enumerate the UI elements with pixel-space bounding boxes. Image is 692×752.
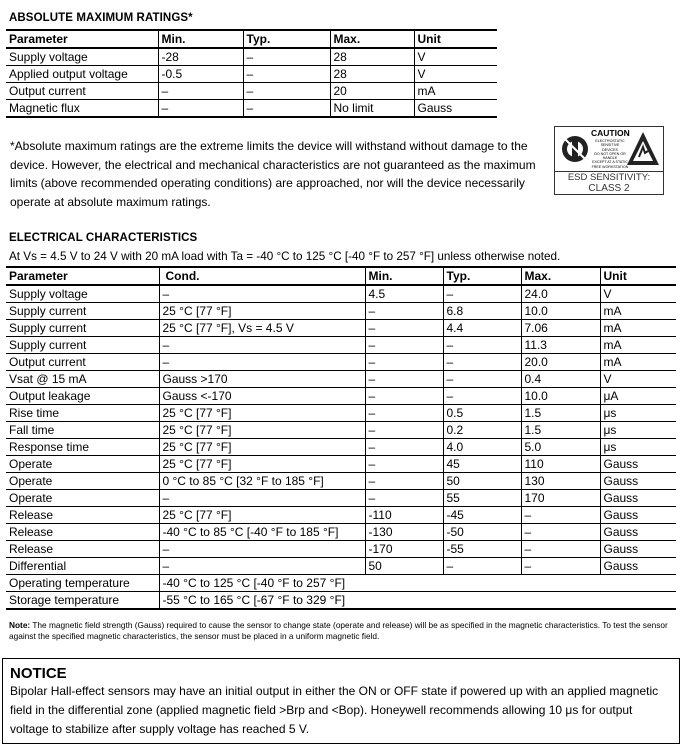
table-cell: Output current <box>6 354 159 371</box>
table-cell: No limit <box>330 100 414 118</box>
table-cell: -40 °C to 125 °C [-40 °F to 257 °F] <box>159 575 676 592</box>
footnote-line: operate at absolute maximum ratings. <box>10 194 211 209</box>
table-cell: – <box>365 490 443 507</box>
table-cell: Rise time <box>6 405 159 422</box>
table-cell: – <box>159 490 365 507</box>
table-cell: -110 <box>365 507 443 524</box>
table-cell: 6.8 <box>443 303 521 320</box>
table-cell: mA <box>600 337 676 354</box>
elec-conditions: At Vs = 4.5 V to 24 V with 20 mA load with Ta = -40 °C to 125 °C [-40 °F to 257 °F] unless otherwise noted. <box>9 250 561 263</box>
table-cell: 130 <box>521 473 600 490</box>
esd-warning-text <box>588 139 632 169</box>
table-row <box>6 285 676 303</box>
table-row <box>6 422 676 439</box>
column-header: Cond. <box>159 267 365 285</box>
table-cell: -0.5 <box>158 66 243 83</box>
table-cell: 20 <box>330 83 414 100</box>
table-cell: Release <box>6 541 159 558</box>
table-row <box>6 48 497 66</box>
table-cell: mA <box>600 303 676 320</box>
table-row <box>6 473 676 490</box>
table-cell: – <box>159 558 365 575</box>
table-cell: -170 <box>365 541 443 558</box>
table-cell: Magnetic flux <box>6 100 158 118</box>
table-cell: Supply voltage <box>6 48 158 66</box>
table-cell: Release <box>6 524 159 541</box>
table-cell: 25 °C [77 °F] <box>159 422 365 439</box>
table-cell: – <box>443 388 521 405</box>
table-row <box>6 100 497 118</box>
table-cell: 5.0 <box>521 439 600 456</box>
footnote-line: *Absolute maximum ratings are the extreme limits the device will withstand without damage to the <box>10 139 528 153</box>
table-cell: 0.2 <box>443 422 521 439</box>
table-cell: – <box>365 473 443 490</box>
abs-max-title: ABSOLUTE MAXIMUM RATINGS* <box>9 12 193 24</box>
table-cell: – <box>243 66 330 83</box>
table-row <box>6 439 676 456</box>
table-cell: 4.5 <box>365 285 443 303</box>
table-cell: V <box>414 66 497 83</box>
table-cell: – <box>159 285 365 303</box>
table-cell: Gauss <-170 <box>159 388 365 405</box>
table-cell: – <box>159 541 365 558</box>
table-cell: μs <box>600 422 676 439</box>
table-cell: Supply voltage <box>6 285 159 303</box>
column-header: Parameter <box>6 30 158 48</box>
table-cell: 25 °C [77 °F] <box>159 439 365 456</box>
table-row <box>6 388 676 405</box>
table-cell: Operating temperature <box>6 575 159 592</box>
table-cell: 4.0 <box>443 439 521 456</box>
table-row <box>6 320 676 337</box>
table-cell: Differential <box>6 558 159 575</box>
column-header: Typ. <box>243 30 330 48</box>
esd-warning-line: ELECTROSTATIC <box>595 139 625 143</box>
table-cell: Gauss <box>600 524 676 541</box>
table-row <box>6 575 676 592</box>
table-row <box>6 592 676 610</box>
table-cell: Supply current <box>6 320 159 337</box>
table-cell: 55 <box>443 490 521 507</box>
table-cell: mA <box>600 320 676 337</box>
table-row <box>6 337 676 354</box>
note-label: Note: <box>9 620 31 630</box>
table-cell: Gauss <box>600 456 676 473</box>
table-cell: 10.0 <box>521 388 600 405</box>
table-cell: – <box>365 320 443 337</box>
table-cell: – <box>443 285 521 303</box>
table-cell: – <box>521 524 600 541</box>
table-row <box>6 371 676 388</box>
table-row <box>6 83 497 100</box>
table-cell: – <box>159 337 365 354</box>
table-cell: Supply current <box>6 337 159 354</box>
table-cell: -50 <box>443 524 521 541</box>
table-cell: – <box>365 422 443 439</box>
table-cell: – <box>243 48 330 66</box>
table-cell: Release <box>6 507 159 524</box>
elec-header-row <box>6 267 676 285</box>
table-row <box>6 303 676 320</box>
table-cell: – <box>365 405 443 422</box>
table-cell: 170 <box>521 490 600 507</box>
table-cell: 28 <box>330 66 414 83</box>
table-cell: V <box>600 285 676 303</box>
esd-warning-line: DO NOT OPEN OR HANDLE <box>594 151 626 161</box>
notice-box <box>2 658 680 744</box>
footnote-line: device. However, the electrical and mechanical characteristics are not guaranteed as the maximum <box>10 157 536 172</box>
table-cell: Gauss >170 <box>159 371 365 388</box>
table-row <box>6 66 497 83</box>
table-cell: μs <box>600 405 676 422</box>
footnote-line: limits (above recommended operating conditions) are approached, nor will the device necessarily <box>10 176 525 190</box>
table-cell: – <box>521 541 600 558</box>
table-cell: – <box>365 303 443 320</box>
column-header: Parameter <box>6 267 159 285</box>
table-cell: Fall time <box>6 422 159 439</box>
esd-warning-line: EXCEPT AT A STATIC <box>592 160 628 165</box>
table-cell: – <box>365 439 443 456</box>
esd-warning-line: DEVICES <box>602 147 618 152</box>
table-row <box>6 490 676 507</box>
table-cell: -40 °C to 85 °C [-40 °F to 185 °F] <box>159 524 365 541</box>
esd-caution-label: CAUTION <box>591 128 630 138</box>
table-cell: 10.0 <box>521 303 600 320</box>
table-cell: 4.4 <box>443 320 521 337</box>
table-cell: Gauss <box>600 473 676 490</box>
table-cell: Gauss <box>414 100 497 118</box>
table-cell: -45 <box>443 507 521 524</box>
table-row <box>6 405 676 422</box>
table-cell: V <box>414 48 497 66</box>
column-header: Typ. <box>443 267 521 285</box>
table-cell: -28 <box>158 48 243 66</box>
table-row <box>6 456 676 473</box>
table-cell: – <box>158 100 243 118</box>
table-cell: mA <box>600 354 676 371</box>
esd-warning-line: FREE WORKSTATION <box>591 164 629 169</box>
table-cell: – <box>443 558 521 575</box>
table-cell: 24.0 <box>521 285 600 303</box>
table-cell: – <box>158 83 243 100</box>
elec-title: ELECTRICAL CHARACTERISTICS <box>9 232 198 244</box>
table-cell: – <box>365 388 443 405</box>
table-cell: 25 °C [77 °F] <box>159 303 365 320</box>
note-text: The magnetic field strength (Gauss) required to cause the sensor to change state (operate and release) will be as specified in the magnetic characteristics. To test the sensor against the specified magnetic characteristics, the sensor must be placed in a uniform magnetic field. <box>9 620 668 641</box>
table-cell: -130 <box>365 524 443 541</box>
table-cell: Output current <box>6 83 158 100</box>
column-header: Max. <box>521 267 600 285</box>
table-row <box>6 507 676 524</box>
table-cell: – <box>443 354 521 371</box>
table-cell: V <box>600 371 676 388</box>
abs-max-table <box>6 29 497 118</box>
table-cell: 20.0 <box>521 354 600 371</box>
table-cell: Operate <box>6 473 159 490</box>
table-row <box>6 541 676 558</box>
table-cell: – <box>521 558 600 575</box>
table-cell: μA <box>600 388 676 405</box>
table-cell: Gauss <box>600 490 676 507</box>
table-cell: 25 °C [77 °F] <box>159 456 365 473</box>
table-cell: – <box>365 354 443 371</box>
table-cell: – <box>443 371 521 388</box>
table-cell: Storage temperature <box>6 592 159 610</box>
table-cell: – <box>443 337 521 354</box>
table-cell: 45 <box>443 456 521 473</box>
table-cell: 50 <box>365 558 443 575</box>
esd-class-label: CLASS 2 <box>588 183 630 194</box>
table-cell: Gauss <box>600 507 676 524</box>
table-cell: 50 <box>443 473 521 490</box>
table-cell: μs <box>600 439 676 456</box>
table-cell: 1.5 <box>521 422 600 439</box>
table-cell: – <box>365 371 443 388</box>
esd-sensitivity-label: ESD SENSITIVITY: <box>567 172 651 183</box>
absolute-ratings-footnote <box>10 137 550 211</box>
column-header: Unit <box>414 30 497 48</box>
column-header: Min. <box>365 267 443 285</box>
table-cell: 25 °C [77 °F] <box>159 405 365 422</box>
table-row <box>6 354 676 371</box>
table-cell: mA <box>414 83 497 100</box>
table-cell: Operate <box>6 490 159 507</box>
table-row <box>6 524 676 541</box>
elec-table <box>6 266 676 610</box>
table-cell: 11.3 <box>521 337 600 354</box>
table-cell: – <box>521 507 600 524</box>
esd-warning-line: SENSITIVE <box>600 143 620 148</box>
table-row <box>6 558 676 575</box>
table-cell: – <box>243 83 330 100</box>
notice-line: field in the differential zone (applied magnetic field >Brp and <Bop). Honeywell recommends allowing 10 μs for output <box>10 703 633 717</box>
table-cell: -55 <box>443 541 521 558</box>
table-cell: 28 <box>330 48 414 66</box>
column-header: Min. <box>158 30 243 48</box>
table-cell: – <box>243 100 330 118</box>
abs-max-header-row <box>6 30 497 48</box>
table-cell: Supply current <box>6 303 159 320</box>
table-cell: Gauss <box>600 558 676 575</box>
table-cell: Gauss <box>600 541 676 558</box>
table-cell: Operate <box>6 456 159 473</box>
table-cell: 0.4 <box>521 371 600 388</box>
table-cell: 25 °C [77 °F], Vs = 4.5 V <box>159 320 365 337</box>
table-cell: – <box>365 337 443 354</box>
esd-wrist-icon <box>562 136 588 162</box>
table-cell: – <box>159 354 365 371</box>
table-cell: – <box>365 456 443 473</box>
notice-line: Bipolar Hall-effect sensors may have an initial output in either the ON or OFF state if powered up with an applied magnetic <box>10 684 659 698</box>
magnetic-note <box>9 620 681 641</box>
table-cell: 0 °C to 85 °C [32 °F to 185 °F] <box>159 473 365 490</box>
table-cell: Response time <box>6 439 159 456</box>
column-header: Max. <box>330 30 414 48</box>
table-cell: 0.5 <box>443 405 521 422</box>
table-cell: Output leakage <box>6 388 159 405</box>
table-cell: 7.06 <box>521 320 600 337</box>
table-cell: 1.5 <box>521 405 600 422</box>
notice-line: voltage to stabilize after supply voltage has reached 5 V. <box>10 722 310 736</box>
table-cell: Vsat @ 15 mA <box>6 371 159 388</box>
column-header: Unit <box>600 267 676 285</box>
table-cell: 110 <box>521 456 600 473</box>
table-cell: Applied output voltage <box>6 66 158 83</box>
esd-caution-badge <box>554 126 664 195</box>
table-cell: -55 °C to 165 °C [-67 °F to 329 °F] <box>159 592 676 610</box>
notice-title: NOTICE <box>10 665 67 682</box>
table-cell: 25 °C [77 °F] <box>159 507 365 524</box>
